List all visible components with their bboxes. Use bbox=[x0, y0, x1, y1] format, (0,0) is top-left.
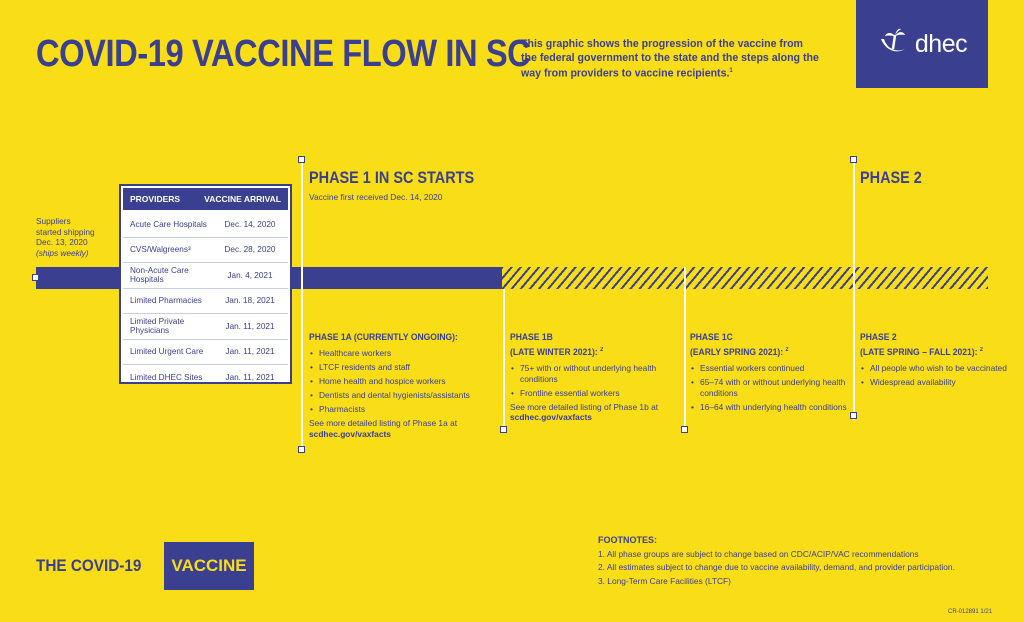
phase2-header bbox=[860, 168, 933, 188]
phase1-title: PHASE 1 IN SC STARTS bbox=[309, 168, 475, 187]
table-row bbox=[123, 289, 288, 315]
phase1c-marker bbox=[681, 426, 688, 433]
phase1b-link[interactable]: scdhec.gov/vaxfacts bbox=[510, 412, 592, 423]
phase1a-link[interactable]: scdhec.gov/vaxfacts bbox=[309, 428, 391, 439]
list-item: • Home health and hospice workers bbox=[309, 376, 499, 387]
phase2-list bbox=[860, 363, 1010, 388]
logo-text: dhec bbox=[914, 29, 968, 58]
timeline-start-marker bbox=[32, 274, 39, 281]
provider-name: Limited DHEC Sites bbox=[130, 373, 203, 382]
vaccine-badge: VACCINE bbox=[164, 542, 254, 590]
phase1a-list bbox=[309, 348, 499, 415]
provider-name: Limited Pharmacies bbox=[130, 296, 202, 305]
table-row bbox=[123, 340, 288, 366]
list-item: • LTCF residents and staff bbox=[309, 362, 499, 373]
phase1-line bbox=[301, 160, 303, 450]
footnote-item: 1. All phase groups are subject to change based on CDC/ACIP/VAC recommendations bbox=[598, 548, 919, 559]
suppliers-line: started shipping bbox=[36, 226, 95, 237]
table-row bbox=[123, 365, 288, 391]
arrival-date: Jan. 4, 2021 bbox=[227, 270, 273, 280]
list-item: • 65–74 with or without underlying health conditions bbox=[690, 377, 850, 398]
phase1c-line bbox=[684, 267, 686, 429]
provider-name: Acute Care Hospitals bbox=[130, 219, 207, 229]
phase1b-marker bbox=[500, 426, 507, 433]
dhec-logo[interactable] bbox=[856, 0, 988, 88]
phase2-title: PHASE 2 bbox=[860, 168, 922, 187]
footnotes-title: FOOTNOTES: bbox=[598, 535, 657, 545]
list-item: • 16–64 with underlying health conditions bbox=[690, 402, 850, 413]
list-item: • Healthcare workers bbox=[309, 348, 499, 359]
provider-name: Non-Acute Care Hospitals bbox=[130, 265, 189, 285]
providers-table-header bbox=[123, 188, 288, 210]
phase1c-title: PHASE 1C bbox=[690, 332, 733, 343]
arrival-date: Jan. 11, 2021 bbox=[225, 347, 275, 357]
phase1a-section bbox=[309, 332, 499, 439]
palmetto-crescent-icon bbox=[877, 27, 911, 61]
phase1b-section bbox=[510, 332, 680, 423]
column-header-providers: PROVIDERS bbox=[130, 194, 181, 204]
list-item: • Widespread availability bbox=[860, 377, 1010, 388]
provider-name: Limited Private Physicians bbox=[130, 316, 185, 336]
phase2-section bbox=[860, 332, 1010, 391]
phase1-bottom-marker bbox=[298, 446, 305, 453]
phase1a-more bbox=[309, 418, 499, 439]
list-item: • Pharmacists bbox=[309, 404, 499, 415]
phase1c-section bbox=[690, 332, 850, 416]
list-item: • Essential workers continued bbox=[690, 363, 850, 374]
intro-text bbox=[521, 38, 821, 81]
arrival-date: Dec. 28, 2020 bbox=[224, 245, 276, 255]
phase2-line bbox=[853, 160, 855, 420]
phase1b-footnote-ref: 2 bbox=[600, 347, 604, 353]
phase1b-more bbox=[510, 402, 680, 423]
page-title: COVID-19 VACCINE FLOW IN SC bbox=[36, 33, 531, 75]
table-row bbox=[123, 314, 288, 340]
phase2-bottom-marker bbox=[850, 412, 857, 419]
phase2-period: (LATE SPRING – FALL 2021): bbox=[860, 347, 978, 359]
phase1-top-marker bbox=[298, 156, 305, 163]
providers-table bbox=[119, 184, 292, 384]
document-code: CR-012891 1/21 bbox=[948, 609, 993, 615]
suppliers-frequency: (ships weekly) bbox=[36, 247, 89, 258]
footnotes bbox=[598, 534, 955, 588]
timeline-bar-projected bbox=[502, 267, 988, 289]
footnote-item: 2. All estimates subject to change due to vaccine availability, demand, and provider participation. bbox=[598, 562, 955, 572]
phase2-detail-title: PHASE 2 bbox=[860, 332, 897, 343]
arrival-date: Jan. 18, 2021 bbox=[225, 296, 275, 306]
phase1-header bbox=[309, 168, 503, 202]
footnote-item: 3. Long-Term Care Facilities (LTCF) bbox=[598, 575, 731, 586]
arrival-date: Dec. 14, 2020 bbox=[224, 219, 276, 229]
list-item: • All people who wish to be vaccinated bbox=[860, 363, 1010, 374]
phase1b-list bbox=[510, 363, 680, 398]
phase1b-title: PHASE 1B bbox=[510, 332, 553, 343]
provider-name: Limited Urgent Care bbox=[130, 347, 204, 356]
table-row bbox=[123, 238, 288, 264]
phase2-top-marker bbox=[850, 156, 857, 163]
phase1c-footnote-ref: 2 bbox=[785, 347, 789, 353]
phase1b-line bbox=[503, 289, 505, 429]
intro-footnote-ref: 1 bbox=[729, 68, 733, 74]
phase1c-period: (EARLY SPRING 2021): bbox=[690, 347, 784, 359]
phase1b-more-text: See more detailed listing of Phase 1b at bbox=[510, 401, 659, 412]
phase2-footnote-ref: 2 bbox=[979, 347, 983, 353]
list-item: • Frontline essential workers bbox=[510, 388, 680, 399]
phase1c-list bbox=[690, 363, 850, 412]
phase1b-period: (LATE WINTER 2021): bbox=[510, 347, 598, 359]
list-item: • Dentists and dental hygienists/assistants bbox=[309, 390, 499, 401]
provider-name: CVS/Walgreens³ bbox=[130, 245, 191, 254]
table-row bbox=[123, 263, 288, 289]
arrival-date: Jan. 11, 2021 bbox=[225, 321, 275, 331]
list-item: • 75+ with or without underlying health conditions bbox=[510, 363, 680, 384]
bottom-label: THE COVID-19 bbox=[36, 556, 142, 575]
intro-body: This graphic shows the progression of the vaccine from the federal government to the state and the steps along the way from providers to vaccine recipients. bbox=[521, 38, 819, 80]
phase1a-title: PHASE 1A (CURRENTLY ONGOING): bbox=[309, 332, 458, 343]
suppliers-date: Dec. 13, 2020 bbox=[36, 237, 88, 247]
table-row bbox=[123, 212, 288, 238]
column-header-arrival: VACCINE ARRIVAL bbox=[204, 194, 281, 204]
phase1-subtitle: Vaccine first received Dec. 14, 2020 bbox=[309, 192, 443, 202]
phase1a-more-text: See more detailed listing of Phase 1a at bbox=[309, 418, 458, 428]
suppliers-note bbox=[36, 216, 95, 258]
arrival-date: Jan. 11, 2021 bbox=[225, 373, 275, 383]
suppliers-line: Suppliers bbox=[36, 216, 71, 226]
